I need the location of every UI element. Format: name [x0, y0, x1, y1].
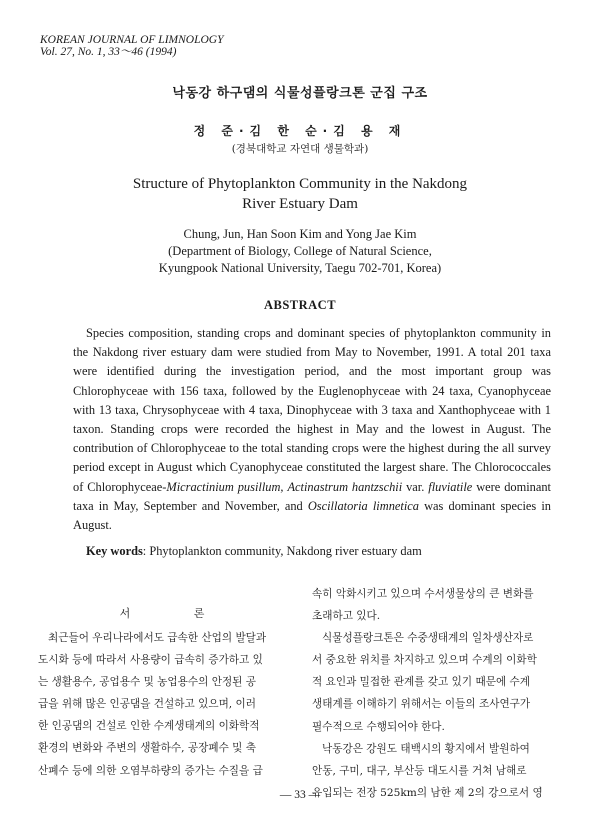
abstract-var: var.: [402, 479, 429, 494]
right-line: 식물성플랑크톤은 수중생태계의 일차생산자로: [322, 632, 534, 645]
english-title-line2: River Estuary Dam: [242, 196, 358, 212]
species-oscillatoria: Oscillatoria limnetica: [307, 498, 419, 513]
left-line: 급을 위해 많은 인공댐을 건설하고 있으며, 이러: [38, 698, 257, 711]
journal-volume: Vol. 27, No. 1, 33～46 (1994): [40, 46, 177, 58]
species-actinastrum: Actinastrum hantzschii: [287, 479, 403, 494]
author-names: Chung, Jun, Han Soon Kim and Yong Jae Kim: [183, 227, 417, 241]
abstract-body: [73, 324, 551, 535]
left-line: 최근들어 우리나라에서도 급속한 산업의 발달과: [48, 632, 267, 644]
right-line: 속히 악화시키고 있으며 수서생물상의 큰 변화를: [312, 588, 534, 600]
keywords-text: : Phytoplankton community, Nakdong river estuary dam: [142, 544, 422, 558]
species-micractinium: Micractinium pusillum,: [166, 479, 284, 494]
page-number: — 33 —: [279, 789, 321, 801]
english-authors: [0, 226, 600, 277]
right-column: [312, 583, 564, 804]
section-heading-introduction: 서 론: [119, 607, 235, 620]
right-line: 유입되는 전장 525km의 남한 제 2의 강으로서 영: [312, 786, 543, 799]
affiliation-line1: (Department of Biology, College of Natural Science,: [168, 244, 432, 258]
right-line: 필수적으로 수행되어야 한다.: [312, 720, 445, 733]
english-title: [0, 174, 600, 214]
english-title-line1: Structure of Phytoplankton Community in the Nakdong: [132, 176, 468, 192]
abstract-heading: ABSTRACT: [263, 298, 337, 312]
right-line: 적 요인과 밀접한 관계를 갖고 있기 때문에 수계: [312, 676, 531, 689]
journal-name: KOREAN JOURNAL OF LIMNOLOGY: [40, 34, 224, 46]
abstract-text-1: Species composition, standing crops and dominant species of phytoplankton community in the Nakdong river estuary dam were studied from May to November, 1991. A total 201 taxa were identified during the investigation period, and the most important group was Chlorophyceae with 156 taxa, followed by the Euglenophyceae with 24 taxa, Cyanophyceae with 13 taxa, Chrysophyceae with 4 taxa, Dinophyceae with 3 taxa and Xanthophyceae with 1 taxon. Standing crops were recorded the highest in May and the lowest in August. The contribution of Chlorophyceae to the total standing crops were the highest during the all survey period except in August which Cyanophyceae constituted the largest share. The Chlorococcales of Chlorophyceae-: [73, 326, 551, 494]
abstract-paragraph: [73, 324, 551, 535]
species-fluviatile: fluviatile: [428, 479, 473, 494]
left-line: 는 생활용수, 공업용수 및 농업용수의 안정된 공: [38, 676, 257, 689]
korean-authors: 정 준·김 한 순·김 용 재: [193, 124, 407, 138]
left-line: 산폐수 등에 의한 오염부하량의 증가는 수질을 급: [38, 764, 263, 777]
abstract-text-2: were dominant taxa in May, September and November, and: [73, 479, 551, 513]
right-line: 초래하고 있다.: [312, 610, 381, 623]
left-line: 환경의 변화와 주변의 생활하수, 공장폐수 및 축: [38, 742, 257, 755]
right-line: 생태계를 이해하기 위해서는 이들의 조사연구가: [312, 698, 531, 711]
korean-title: 낙동강 하구댐의 식물성플랑크톤 군집 구조: [172, 86, 428, 101]
right-line: 서 중요한 위치를 차지하고 있으며 수계의 이화학: [312, 654, 537, 667]
right-line: 안동, 구미, 대구, 부산등 대도시를 거쳐 남해로: [312, 764, 527, 777]
keywords: [86, 544, 556, 559]
abstract-text-3: was dominant species in August.: [73, 498, 551, 533]
left-column: [38, 627, 286, 782]
korean-affiliation: (경북대학교 자연대 생물학과): [231, 143, 369, 155]
journal-header: [40, 34, 223, 58]
left-line: 한 인공댐의 건설로 인한 수계생태계의 이화학적: [38, 720, 260, 733]
left-line: 도시화 등에 따라서 사용량이 급속히 증가하고 있: [38, 654, 263, 667]
keywords-label: Key words: [86, 544, 143, 558]
right-line: 낙동강은 강원도 태백시의 황지에서 발원하여: [322, 742, 530, 755]
affiliation-line2: Kyungpook National University, Taegu 702-701, Korea): [158, 261, 442, 275]
